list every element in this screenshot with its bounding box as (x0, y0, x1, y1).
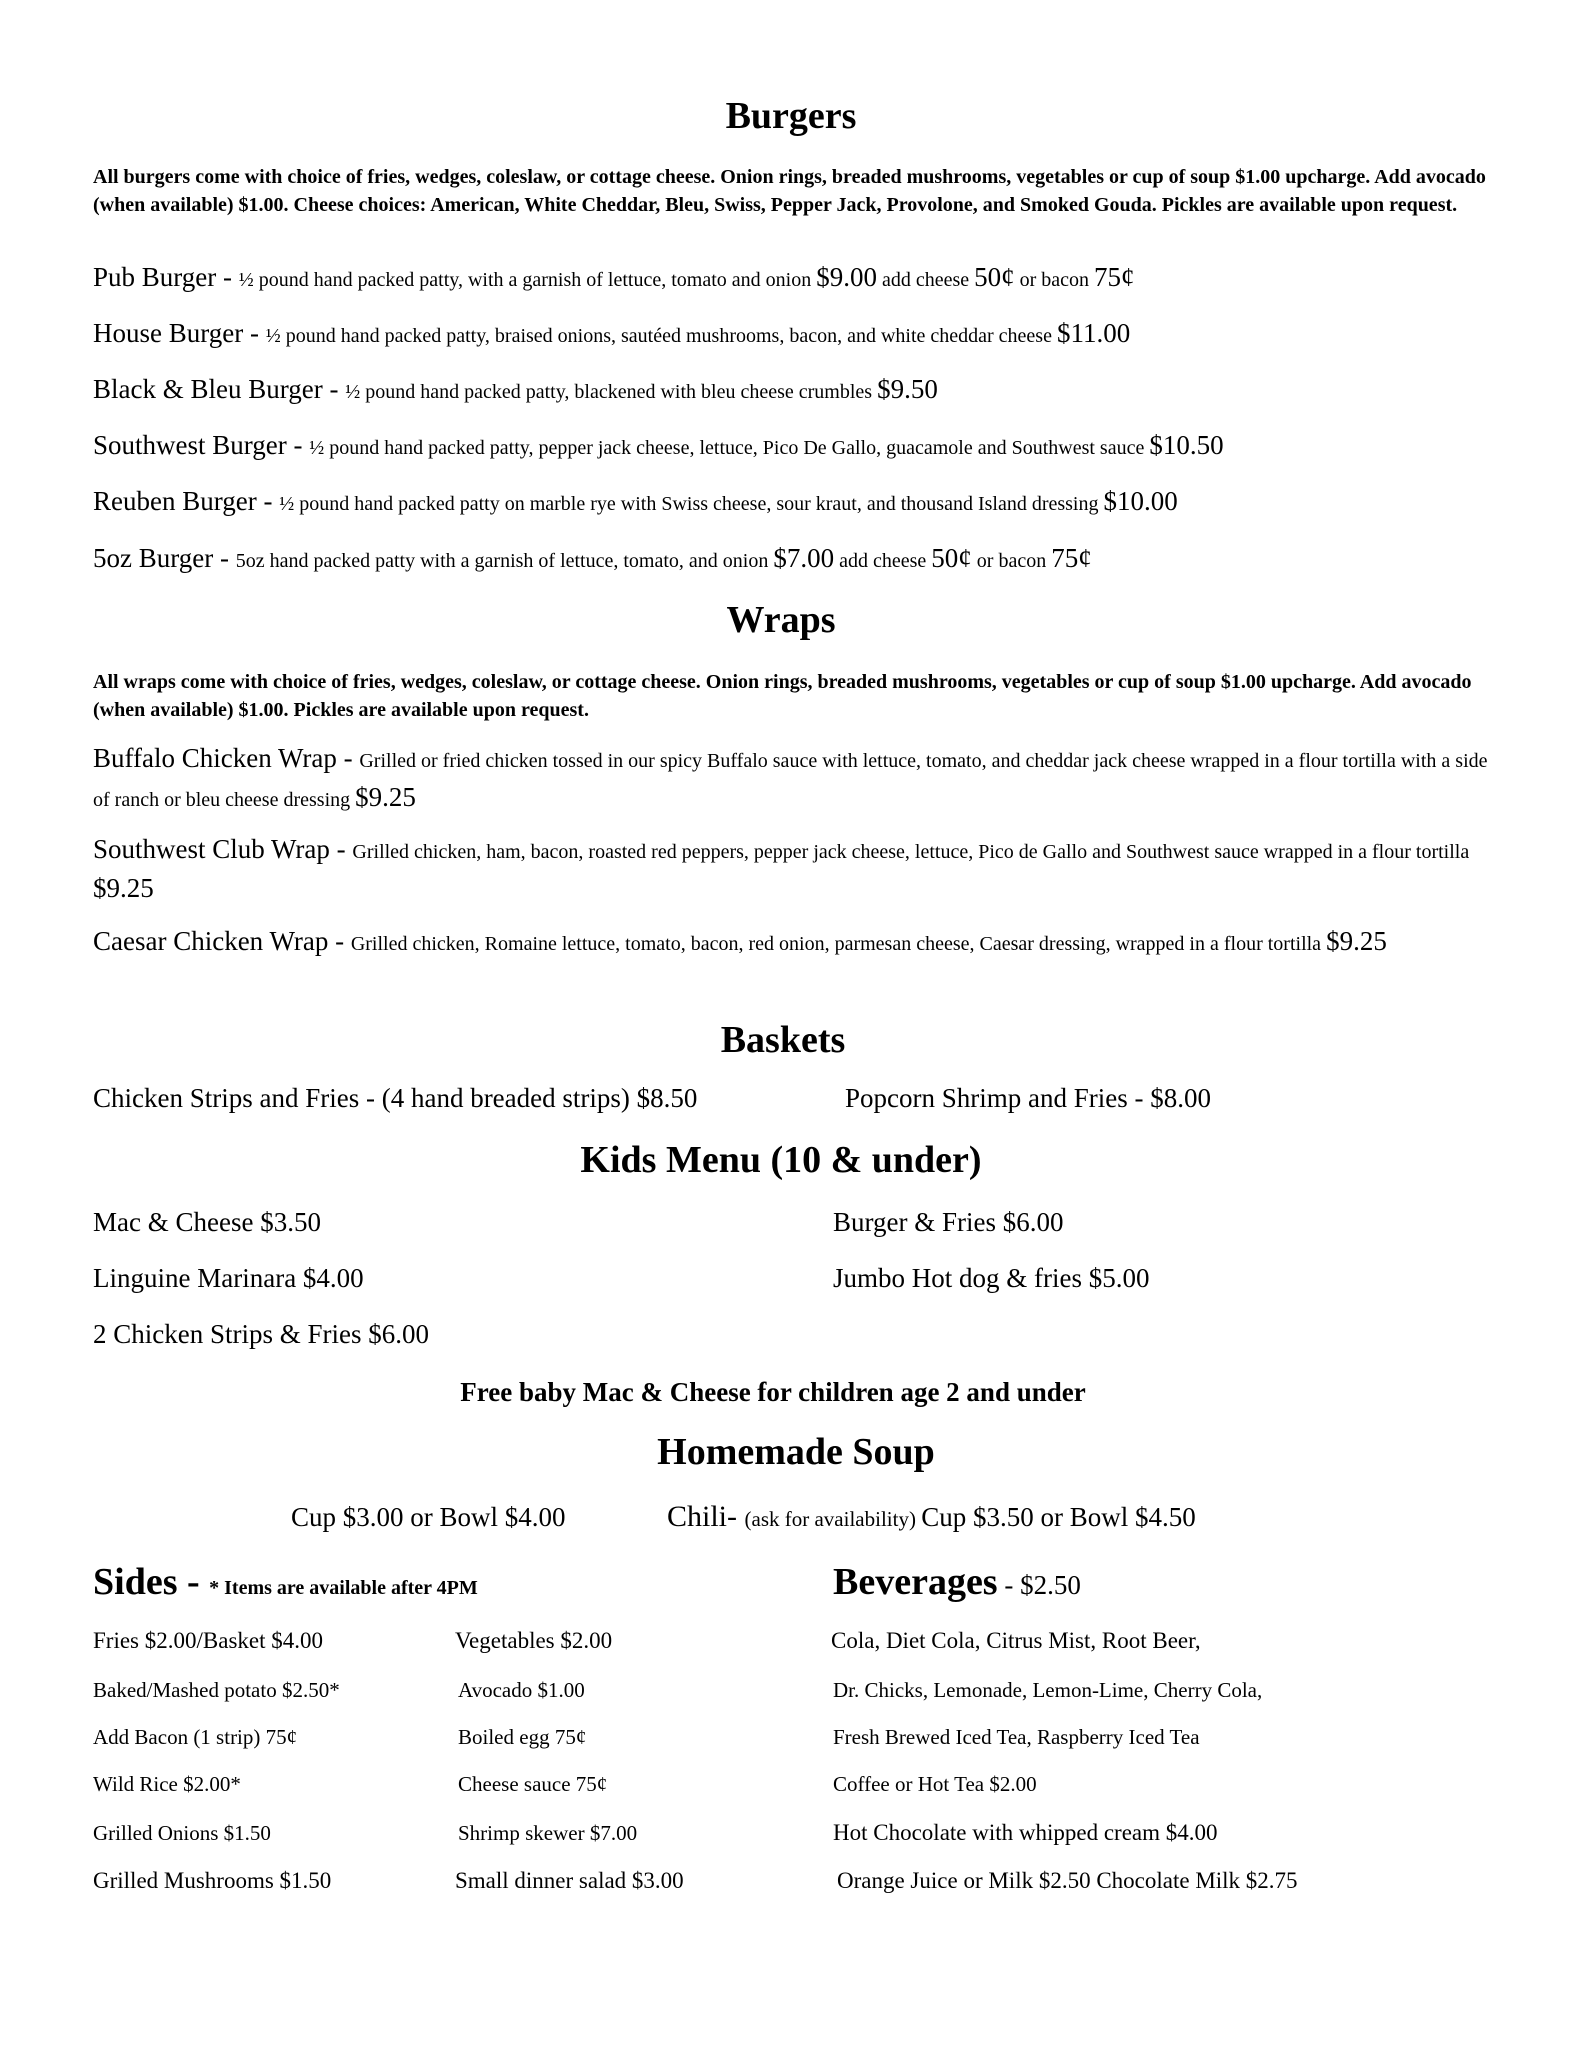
item-desc: Grilled chicken, Romaine lettuce, tomato, bacon, red onion, parmesan cheese, Caesar dressing, wrapped in a flour tortilla (350, 933, 1327, 955)
beverage-line: Dr. Chicks, Lemonade, Lemon-Lime, Cherry Cola, (833, 1678, 1263, 1702)
beverage-line: Hot Chocolate with whipped cream $4.00 (833, 1820, 1218, 1845)
chili-note: (ask for availability) (744, 1507, 922, 1531)
kids-item: 2 Chicken Strips & Fries $6.00 (93, 1319, 429, 1349)
kids-item: Mac & Cheese $3.50 (93, 1207, 321, 1237)
beverage-line: Fresh Brewed Iced Tea, Raspberry Iced Tea (833, 1725, 1200, 1749)
item-name: Reuben Burger - (93, 486, 280, 516)
item-name: Pub Burger - (93, 262, 239, 292)
menu-item-pub-burger (93, 262, 1493, 293)
menu-item-house-burger (93, 318, 1493, 349)
item-price: $9.25 (93, 873, 154, 903)
sides-note: * Items are available after 4PM (209, 1577, 478, 1599)
beverage-line: Coffee or Hot Tea $2.00 (833, 1772, 1037, 1796)
item-name: Caesar Chicken Wrap - (93, 926, 351, 956)
menu-item-reuben-burger (93, 486, 1493, 517)
item-price: $10.50 (1149, 430, 1224, 460)
side-item: Shrimp skewer $7.00 (458, 1821, 638, 1845)
burgers-note: All burgers come with choice of fries, wedges, coleslaw, or cottage cheese. Onion rings, breaded mushrooms, vegetables or cup of soup $1.00 upcharge. Add avocado (when available) $1.00. Cheese choices: American, White Cheddar, Bleu, Swiss, Pepper Jack, Provolone, and Smoked Gouda. Pickles are available upon request. (93, 166, 1486, 216)
chili-line (667, 1500, 1196, 1534)
item-desc: ½ pound hand packed patty on marble rye with Swiss cheese, sour kraut, and thousand Island dressing (279, 493, 1104, 515)
item-desc: ½ pound hand packed patty, braised onions, sautéed mushrooms, bacon, and white cheddar cheese (265, 325, 1057, 347)
basket-item-popcorn-shrimp: Popcorn Shrimp and Fries - $8.00 (845, 1083, 1211, 1113)
kids-note: Free baby Mac & Cheese for children age 2 and under (460, 1377, 1086, 1407)
beverage-line: Cola, Diet Cola, Citrus Mist, Root Beer, (831, 1628, 1201, 1653)
side-item: Fries $2.00/Basket $4.00 (93, 1628, 323, 1653)
item-extra-price: 50¢ (974, 262, 1015, 292)
side-item: Boiled egg 75¢ (458, 1725, 587, 1749)
side-item: Avocado $1.00 (458, 1678, 585, 1702)
item-desc: ½ pound hand packed patty, pepper jack cheese, lettuce, Pico De Gallo, guacamole and Southwest sauce (309, 437, 1150, 459)
sides-heading: Sides - (93, 1561, 210, 1603)
item-name: Southwest Burger - (93, 430, 310, 460)
side-item: Small dinner salad $3.00 (455, 1868, 684, 1893)
side-item: Wild Rice $2.00* (93, 1772, 241, 1796)
side-item: Baked/Mashed potato $2.50* (93, 1678, 340, 1702)
menu-item-buffalo-chicken-wrap (93, 741, 1493, 819)
item-desc: ½ pound hand packed patty, with a garnish of lettuce, tomato and onion (238, 269, 817, 291)
menu-item-black-bleu-burger (93, 374, 1493, 405)
item-extra-price: 75¢ (1051, 543, 1092, 573)
menu-item-caesar-chicken-wrap (93, 924, 1493, 963)
kids-item: Jumbo Hot dog & fries $5.00 (833, 1263, 1150, 1293)
chili-label: Chili- (667, 1500, 745, 1533)
burgers-heading: Burgers (725, 95, 857, 137)
side-item: Grilled Onions $1.50 (93, 1821, 271, 1845)
basket-item-chicken-strips: Chicken Strips and Fries - (4 hand breaded strips) $8.50 (93, 1083, 698, 1113)
item-name: Southwest Club Wrap - (93, 834, 353, 864)
item-extra: or bacon (1014, 269, 1095, 291)
item-extra-price: 50¢ (931, 543, 972, 573)
wraps-heading: Wraps (726, 599, 836, 641)
side-item: Vegetables $2.00 (455, 1628, 613, 1653)
menu-item-southwest-club-wrap (93, 832, 1493, 910)
menu-item-southwest-burger (93, 430, 1493, 461)
beverages-heading: Beverages (833, 1561, 998, 1603)
kids-item: Burger & Fries $6.00 (833, 1207, 1064, 1237)
wraps-note: All wraps come with choice of fries, wedges, coleslaw, or cottage cheese. Onion rings, breaded mushrooms, vegetables or cup of soup $1.00 upcharge. Add avocado (when available) $1.00. Pickles are available upon request. (93, 671, 1472, 721)
item-desc: Grilled chicken, ham, bacon, roasted red peppers, pepper jack cheese, lettuce, Pico de Gallo and Southwest sauce wrapped in a flour tortilla (352, 841, 1470, 863)
chili-price: Cup $3.50 or Bowl $4.50 (921, 1502, 1196, 1532)
soup-cup-bowl: Cup $3.00 or Bowl $4.00 (291, 1502, 566, 1532)
soup-heading: Homemade Soup (657, 1431, 935, 1473)
side-item: Add Bacon (1 strip) 75¢ (93, 1725, 298, 1749)
item-extra: add cheese (834, 550, 932, 572)
item-desc: 5oz hand packed patty with a garnish of lettuce, tomato, and onion (235, 550, 774, 572)
side-item: Grilled Mushrooms $1.50 (93, 1868, 332, 1893)
item-desc: ½ pound hand packed patty, blackened with bleu cheese crumbles (345, 381, 878, 403)
side-item: Cheese sauce 75¢ (458, 1772, 608, 1796)
kids-item: Linguine Marinara $4.00 (93, 1263, 364, 1293)
item-name: Buffalo Chicken Wrap - (93, 743, 360, 773)
item-price: $9.00 (816, 262, 877, 292)
item-name: Black & Bleu Burger - (93, 374, 346, 404)
item-price: $7.00 (773, 543, 835, 573)
item-extra: add cheese (876, 269, 975, 291)
item-price: $9.25 (355, 782, 416, 812)
kids-menu-heading: Kids Menu (10 & under) (580, 1139, 982, 1181)
item-price: $10.00 (1103, 486, 1178, 516)
beverage-line: Orange Juice or Milk $2.50 Chocolate Milk $2.75 (837, 1868, 1298, 1893)
beverages-price: - $2.50 (997, 1570, 1081, 1600)
item-extra-price: 75¢ (1094, 262, 1135, 292)
beverages-heading-row (833, 1560, 1081, 1604)
item-price: $11.00 (1056, 318, 1131, 348)
menu-item-5oz-burger (93, 543, 1493, 574)
item-name: House Burger - (93, 318, 266, 348)
item-desc: Grilled or fried chicken tossed in our spicy Buffalo sauce with lettuce, tomato, and cheddar jack cheese wrapped in a flour tortilla with a side of ranch or bleu cheese dressing (93, 750, 1488, 811)
item-extra: or bacon (971, 550, 1052, 572)
sides-heading-row (93, 1560, 478, 1604)
item-price: $9.50 (877, 374, 938, 404)
item-price: $9.25 (1326, 926, 1387, 956)
baskets-heading: Baskets (720, 1019, 846, 1061)
item-name: 5oz Burger - (93, 543, 236, 573)
